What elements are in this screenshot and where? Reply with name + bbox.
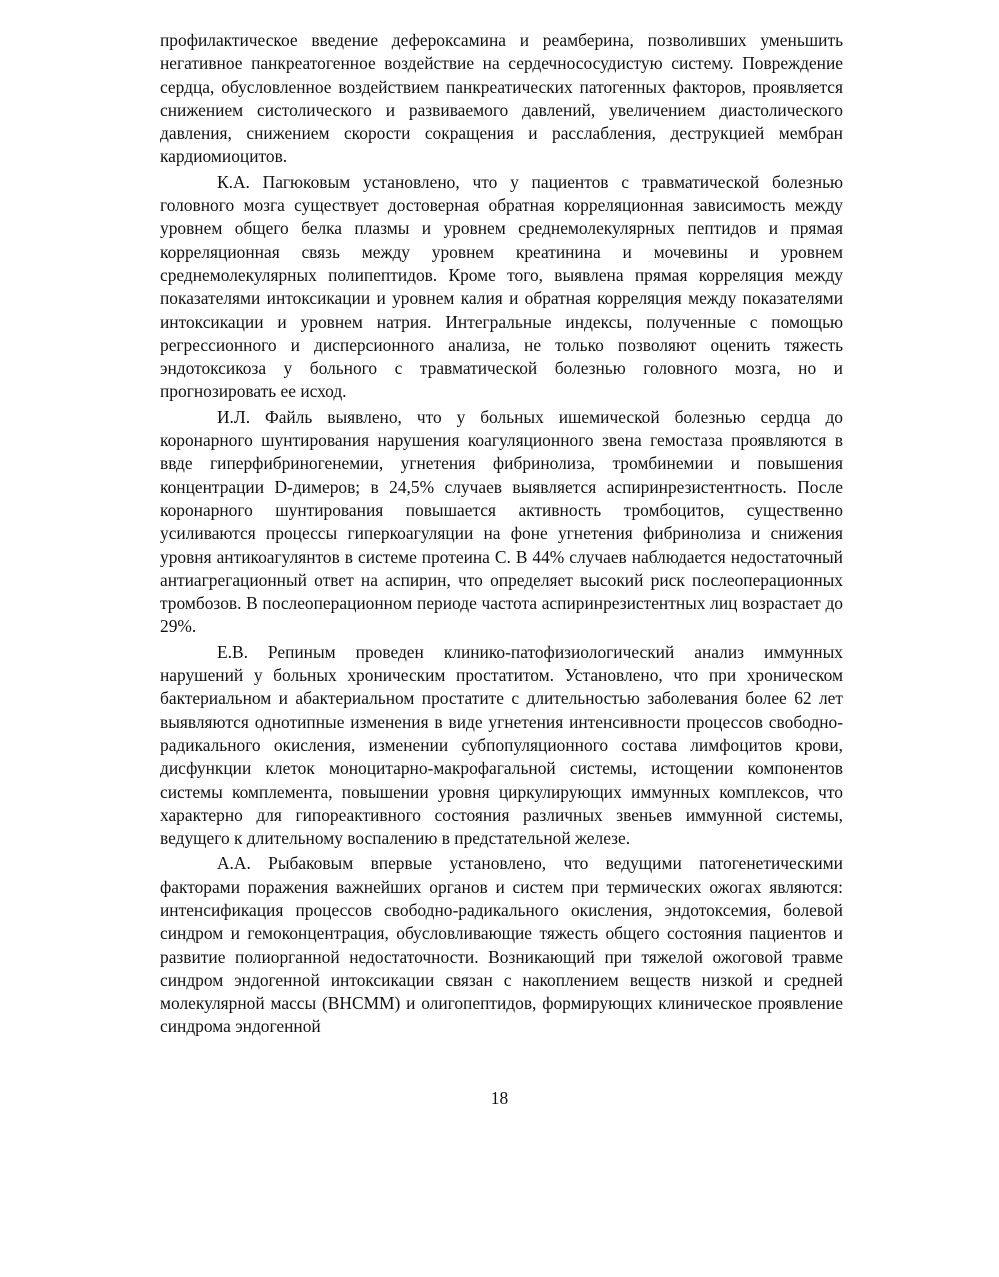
paragraph-2: К.А. Пагюковым установлено, что у пациентов с травматической болезнью головного мозга существует достоверная обратная корреляционная зависимость между уровнем общего белка плазмы и уровнем среднемолекулярных пептидов и прямая корреляционная связь между уровнем креатинина и мочевины и уровнем среднемолекулярных полипептидов. Кроме того, выявлена прямая корреляция между показателями интоксикации и уровнем калия и обратная корреляция между показателями интоксикации и уровнем натрия. Интегральные индексы, полученные с помощью регрессионного и дисперсионного анализа, не только позволяют оценить тяжесть эндотоксикоза у больного с травматической болезнью головного мозга, но и прогнозировать ее исход. [160, 171, 843, 402]
page-number: 18 [490, 1088, 509, 1108]
paragraph-5: А.А. Рыбаковым впервые установлено, что ведущими патогенетическими факторами поражения важнейших органов и систем при термических ожогах являются: интенсификация процессов свободно-радикального окисления, эндотоксемия, болевой синдром и гемоконцентрация, обусловливающие тяжесть общего состояния пациентов и развитие полиорганной недостаточности. Возникающий при тяжелой ожоговой травме синдром эндогенной интоксикации связан с накоплением веществ низкой и средней молекулярной массы (ВНСММ) и олигопептидов, формирующих клиническое проявление синдрома эндогенной [160, 853, 843, 1037]
page-body [160, 29, 843, 1041]
paragraph-3: И.Л. Файль выявлено, что у больных ишемической болезнью сердца до коронарного шунтирования нарушения коагуляционного звена гемостаза проявляются в ввде гиперфибриногенемии, угнетения фибринолиза, тромбинемии и повышения концентрации D-димеров; в 24,5% случаев выявляется аспиринрезистентность. После коронарного шунтирования повышается активность тромбоцитов, существенно усиливаются процессы гиперкоагуляции на фоне угнетения фибринолиза и снижения уровня антикоагулянтов в системе протеина С. В 44% случаев наблюдается недостаточный антиагрегационный ответ на аспирин, что определяет высокий риск послеоперационных тромбозов. В послеоперационном периоде частота аспиринрезистентных лиц возрастает до 29%. [160, 406, 843, 637]
paragraph-4: Е.В. Репиным проведен клинико-патофизиологический анализ иммунных нарушений у больных хроническим простатитом. Установлено, что при хроническом бактериальном и абактериальном простатите с длительностью заболевания более 62 лет выявляются однотипные изменения в виде угнетения интенсивности процессов свободно-радикального окисления, изменении субпопуляционного состава лимфоцитов крови, дисфункции клеток моноцитарно-макрофагальной системы, истощении компонентов системы комплемента, повышении уровня циркулирующих иммунных комплексов, что характерно для гипореактивного состояния различных звеньев иммунной системы, ведущего к длительному воспалению в предстательной железе. [160, 641, 843, 849]
paragraph-1: профилактическое введение дефероксамина и реамберина, позволивших уменьшить негативное панкреатогенное воздействие на сердечнососудистую систему. Повреждение сердца, обусловленное воздействием панкреатических патогенных факторов, проявляется снижением систолического и развиваемого давлений, увеличением диастолического давления, снижением скорости сокращения и расслабления, деструкцией мембран кардиомиоцитов. [160, 30, 843, 167]
